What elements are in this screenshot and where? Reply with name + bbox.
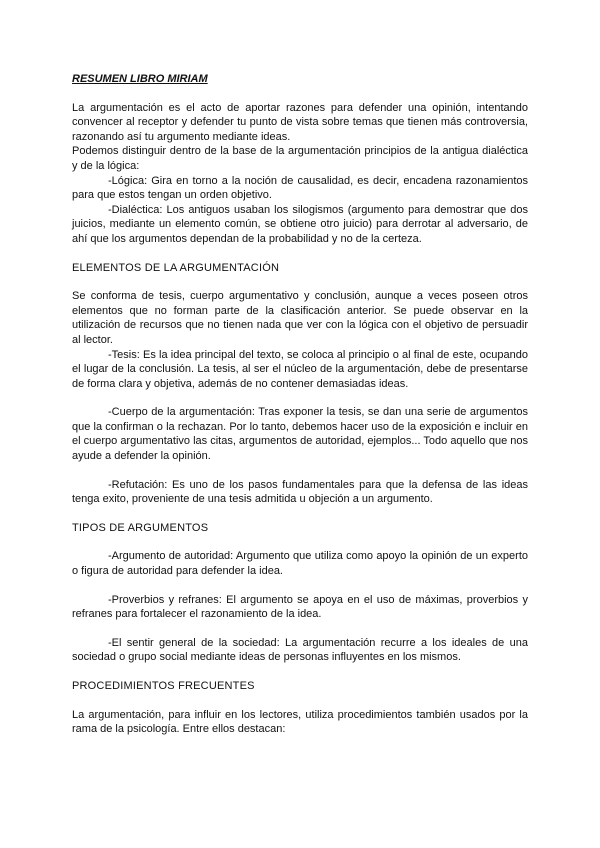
section1-paragraph: Se conforma de tesis, cuerpo argumentativo y conclusión, aunque a veces poseen otros elementos que no forman parte de la clasificación anterior. Se puede observar en la utilización de recursos que no tienen nada que ver con la lógica con el objetivo de persuadir al lector. xyxy=(72,290,528,346)
section1-item-refutacion: -Refutación: Es uno de los pasos fundamentales para que la defensa de las ideas tenga exito, proveniente de una tesis admitida u objeción a un argumento. xyxy=(72,478,528,506)
document-title: RESUMEN LIBRO MIRIAM xyxy=(72,73,208,85)
document-body xyxy=(72,72,528,737)
section-heading-elementos: ELEMENTOS DE LA ARGUMENTACIÓN xyxy=(72,261,280,274)
intro-item-logica: -Lógica: Gira en torno a la noción de causalidad, es decir, encadena razonamientos para que estos tengan un orden objetivo. xyxy=(72,174,528,202)
section1-item-cuerpo: -Cuerpo de la argumentación: Tras exponer la tesis, se dan una serie de argumentos que la confirman o la rechazan. Por lo tanto, debemos hacer uso de la exposición e incluir en el cuerpo argumentativo las citas, argumentos de autoridad, ejemplos... Todo aquello que nos ayude a defender la opinión. xyxy=(72,406,528,463)
section2-item-autoridad: -Argumento de autoridad: Argumento que utiliza como apoyo la opinión de un experto o figura de autoridad para defender la idea. xyxy=(72,550,528,578)
section1-item-tesis: -Tesis: Es la idea principal del texto, se coloca al principio o al final de este, ocupando el lugar de la conclusión. La tesis, al ser el núcleo de la argumentación, debe de presentarse de forma clara y objetiva, además de no contener demasiadas ideas. xyxy=(72,348,528,390)
section2-item-proverbios: -Proverbios y refranes: El argumento se apoya en el uso de máximas, proverbios y refranes para fortalecer el razonamiento de la idea. xyxy=(72,593,528,621)
section-heading-procedimientos: PROCEDIMIENTOS FRECUENTES xyxy=(72,680,255,692)
intro-item-dialectica: -Dialéctica: Los antiguos usaban los silogismos (argumento para demostrar que dos juicios, mediante un elemento común, se obtiene otro juicio) para derrotar al adversario, de ahí que los argumentos dependan de la probabilidad y no de la certeza. xyxy=(72,203,528,245)
section-heading-tipos: TIPOS DE ARGUMENTOS xyxy=(72,521,209,534)
section3-paragraph: La argumentación, para influir en los lectores, utiliza procedimientos también usados por la rama de la psicología. Entre ellos destacan: xyxy=(72,708,528,736)
intro-paragraph: Podemos distinguir dentro de la base de la argumentación principios de la antigua dialéctica y de la lógica: xyxy=(72,145,528,172)
intro-paragraph: La argumentación es el acto de aportar razones para defender una opinión, intentando convencer al receptor y defender tu punto de vista sobre temas que tienen más controversia, razonando así tu argumento mediante ideas. xyxy=(72,101,528,143)
section2-item-sentir-general: -El sentir general de la sociedad: La argumentación recurre a los ideales de una sociedad o grupo social mediante ideas de personas influyentes en los mismos. xyxy=(72,636,528,664)
